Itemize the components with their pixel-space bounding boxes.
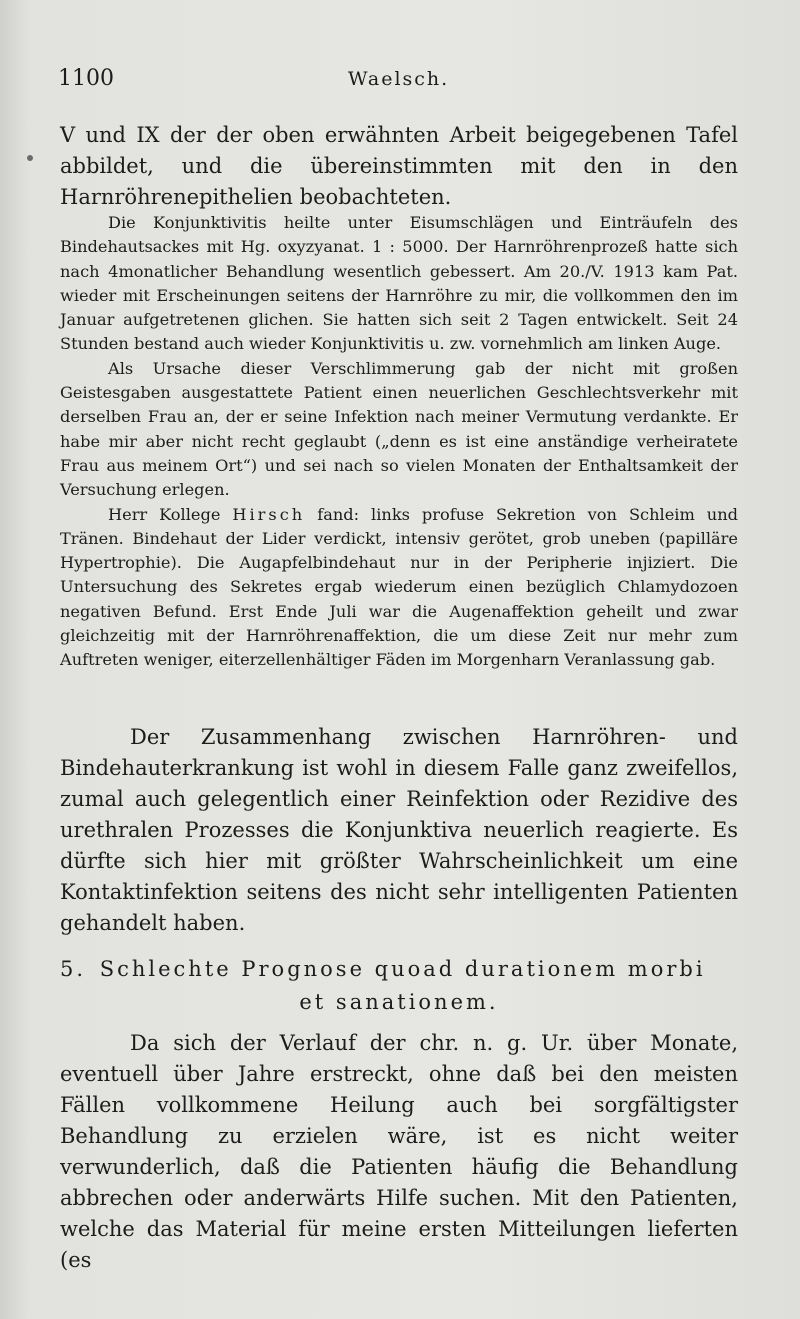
case-report-block bbox=[60, 211, 738, 673]
top-paragraph: V und IX der der oben erwähnten Arbeit beigegebenen Tafel abbildet, und die übereinstimmten mit den in den Harnröhrenepithelien beobachteten. bbox=[60, 123, 738, 209]
section-title-line-1: Schlechte Prognose quoad durationem morbi bbox=[99, 957, 706, 981]
case-paragraph-1: Die Konjunktivitis heilte unter Eisumschlägen und Einträufeln des Bindehautsackes mit Hg. oxyzyanat. 1 : 5000. Der Harnröhrenprozeß hatte sich nach 4monatlicher Behandlung wesentlich gebessert. Am 20./V. 1913 kam Pat. wieder mit Erscheinungen seitens der Harnröhre zu mir, die vollkommen den im Januar aufgetretenen glichen. Sie hatten sich seit 2 Tagen entwickelt. Seit 24 Stunden bestand auch wieder Konjunktivitis u. zw. vornehmlich am linken Auge. bbox=[60, 213, 738, 354]
case-paragraph-3-rest: fand: links profuse Sekretion von Schleim und Tränen. Bindehaut der Lider verdickt, intensiv gerötet, grob uneben (papilläre Hypertrophie). Die Augapfelbindehaut nur in der Peripherie injiziert. Die Untersuchung des Sekretes ergab wiederum einen bezüglich Chlamydozoen negativen Befund. Erst Ende Juli war die Augenaffektion geheilt und zwar gleichzeitig mit der Harnröhrenaffektion, die um diese Zeit nur mehr zum Auftreten weniger, eiterzellenhältiger Fäden im Morgenharn Veranlassung gab. bbox=[60, 504, 738, 670]
section-title-line-2: et sanationem. bbox=[299, 990, 499, 1014]
case-paragraph-3 bbox=[60, 503, 738, 673]
middle-paragraph: Der Zusammenhang zwischen Harnröhren- und Bindehauterkrankung ist wohl in diesem Falle ganz zweifellos, zumal auch gelegentlich einer Reinfektion oder Rezidive des urethralen Prozesses die Konjunktiva neuerlich reagierte. Es dürfte sich hier mit größter Wahrscheinlichkeit um eine Kontaktinfektion seitens des nicht sehr intelligenten Patienten gehandelt haben. bbox=[60, 725, 738, 935]
section-heading bbox=[60, 953, 738, 1019]
section-number: 5. bbox=[60, 957, 87, 981]
case-paragraph-3-start: Herr Kollege bbox=[108, 504, 233, 524]
page-header bbox=[58, 66, 758, 100]
bottom-paragraph-block bbox=[60, 1028, 738, 1276]
bottom-paragraph: Da sich der Verlauf der chr. n. g. Ur. über Monate, eventuell über Jahre erstreckt, ohne daß bei den meisten Fällen vollkommene Heilung auch bei sorgfältigster Behandlung zu erzielen wäre, ist es nicht weiter verwunderlich, daß die Patienten häufig die Behandlung abbrechen oder anderwärts Hilfe suchen. Mit den Patienten, welche das Material für meine ersten Mitteilungen lieferten (es bbox=[60, 1031, 738, 1272]
person-name: Hirsch bbox=[232, 504, 306, 524]
case-paragraph-2: Als Ursache dieser Verschlimmerung gab der nicht mit großen Geistesgaben ausgestattete Patient einen neuerlichen Geschlechtsverkehr mit derselben Frau an, der er seine Infektion nach meiner Vermutung verdankte. Er habe mir aber nicht recht geglaubt („denn es ist eine anständige verheiratete Frau aus meinem Ort“) und sei nach so vielen Monaten der Enthaltsamkeit der Versuchung erlegen. bbox=[60, 358, 738, 500]
discussion-block bbox=[60, 722, 738, 939]
top-paragraph-block bbox=[60, 120, 738, 213]
margin-mark bbox=[27, 155, 33, 161]
running-head: Waelsch. bbox=[348, 68, 450, 90]
page-number: 1100 bbox=[58, 66, 114, 91]
